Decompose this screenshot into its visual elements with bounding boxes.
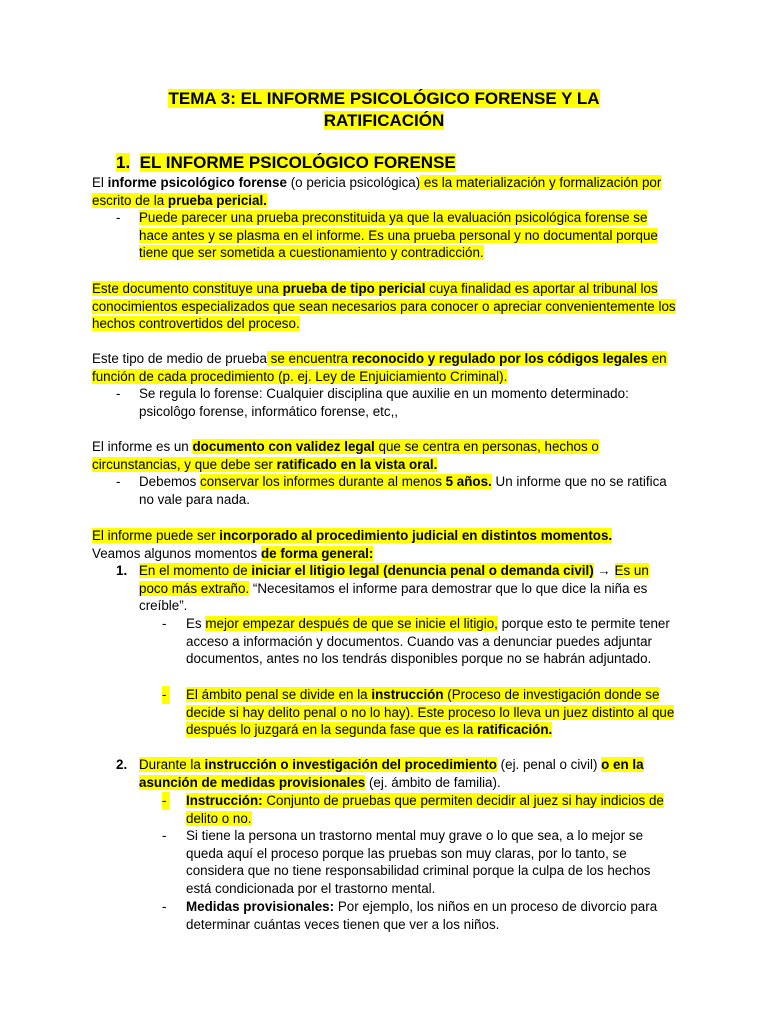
document-title (92, 88, 676, 132)
list-item: Puede parecer una prueba preconstituida ya que la evaluación psicológica forense se hace antes y se plasma en el informe. Es una prueba personal y no documental porque tiene que ser sometida a cuestionamiento y contradicción. (139, 210, 658, 260)
sub-list-item: Si tiene la persona un trastorno mental muy grave o lo que sea, a lo mejor se queda aquí el proceso porque las pruebas son muy claras, por lo tanto, se considera que no tiene responsabilidad criminal porque la culpa de los hechos está condicionada por el trastorno mental. (186, 828, 651, 896)
bullet-dash: - (162, 616, 167, 631)
bullet-dash: - (116, 210, 121, 225)
section-number: 1. (116, 153, 131, 172)
paragraph-momentos: El informe puede ser incorporado al procedimiento judicial en distintos momentos. Veamos algunos momentos de forma general: (92, 528, 613, 561)
numbered-item-1: En el momento de iniciar el litigio legal (denuncia penal o demanda civil) → Es un poco más extraño. “Necesitamos el informe para demostrar que lo que dice la niña es creíble”. (139, 563, 649, 613)
sub-list-item: El ámbito penal se divide en la instrucción (Proceso de investigación donde se decide si hay delito penal o no lo hay). Este proceso lo lleva un juez distinto al que después lo juzgará en la segunda fase que es la ratificación. (186, 687, 675, 737)
list-number-2: 2. (116, 757, 128, 772)
sub-list-item: Medidas provisionales: Por ejemplo, los niños en un proceso de divorcio para determinar cuántas veces tienen que ver a los niños. (186, 899, 658, 932)
bullet-dash: - (162, 828, 167, 843)
section-heading-text: EL INFORME PSICOLÓGICO FORENSE (139, 153, 456, 172)
sub-list-item: Es mejor empezar después de que se inicie el litigio, porque esto te permite tener acceso a información y documentos. Cuando vas a denunciar puedes adjuntar documentos, antes no los tendrás disponibles porque no se habrán adjuntado. (186, 616, 670, 666)
section-heading-1 (116, 152, 456, 174)
paragraph-regulado: Este tipo de medio de prueba se encuentra reconocido y regulado por los códigos legales en función de cada procedimiento (p. ej. Ley de Enjuiciamiento Criminal). (92, 351, 667, 384)
bullet-dash: - (116, 474, 121, 489)
paragraph-validez: El informe es un documento con validez legal que se centra en personas, hechos o circunstancias, y que debe ser ratificado en la vista oral. (92, 439, 599, 472)
paragraph-definition: El informe psicológico forense (o pericia psicológica) es la materialización y formalización por escrito de la prueba pericial. (92, 175, 662, 208)
bullet-dash: - (116, 386, 121, 401)
list-item: Debemos conservar los informes durante al menos 5 años. Un informe que no se ratifica no vale para nada. (139, 474, 667, 507)
title-line-2: RATIFICACIÓN (323, 111, 445, 130)
title-line-1: TEMA 3: EL INFORME PSICOLÓGICO FORENSE Y LA (168, 89, 600, 108)
bullet-dash: - (162, 899, 167, 914)
list-item: Se regula lo forense: Cualquier disciplina que auxilie en un momento determinado: psicolôgo forense, informático forense, etc,, (139, 386, 629, 419)
sub-list-item: Instrucción: Conjunto de pruebas que permiten decidir al juez si hay indicios de delito o no. (186, 793, 664, 826)
bullet-dash: - (162, 686, 170, 704)
numbered-item-2: Durante la instrucción o investigación del procedimiento (ej. penal o civil) o en la asunción de medidas provisionales (ej. ámbito de familia). (139, 757, 644, 790)
paragraph-prueba: Este documento constituye una prueba de tipo pericial cuya finalidad es aportar al tribunal los conocimientos especializados que sean necesarios para conocer o apreciar convenientemente los hechos controvertidos del proceso. (92, 281, 676, 331)
list-number-1: 1. (116, 563, 128, 578)
bullet-dash: - (162, 792, 170, 810)
